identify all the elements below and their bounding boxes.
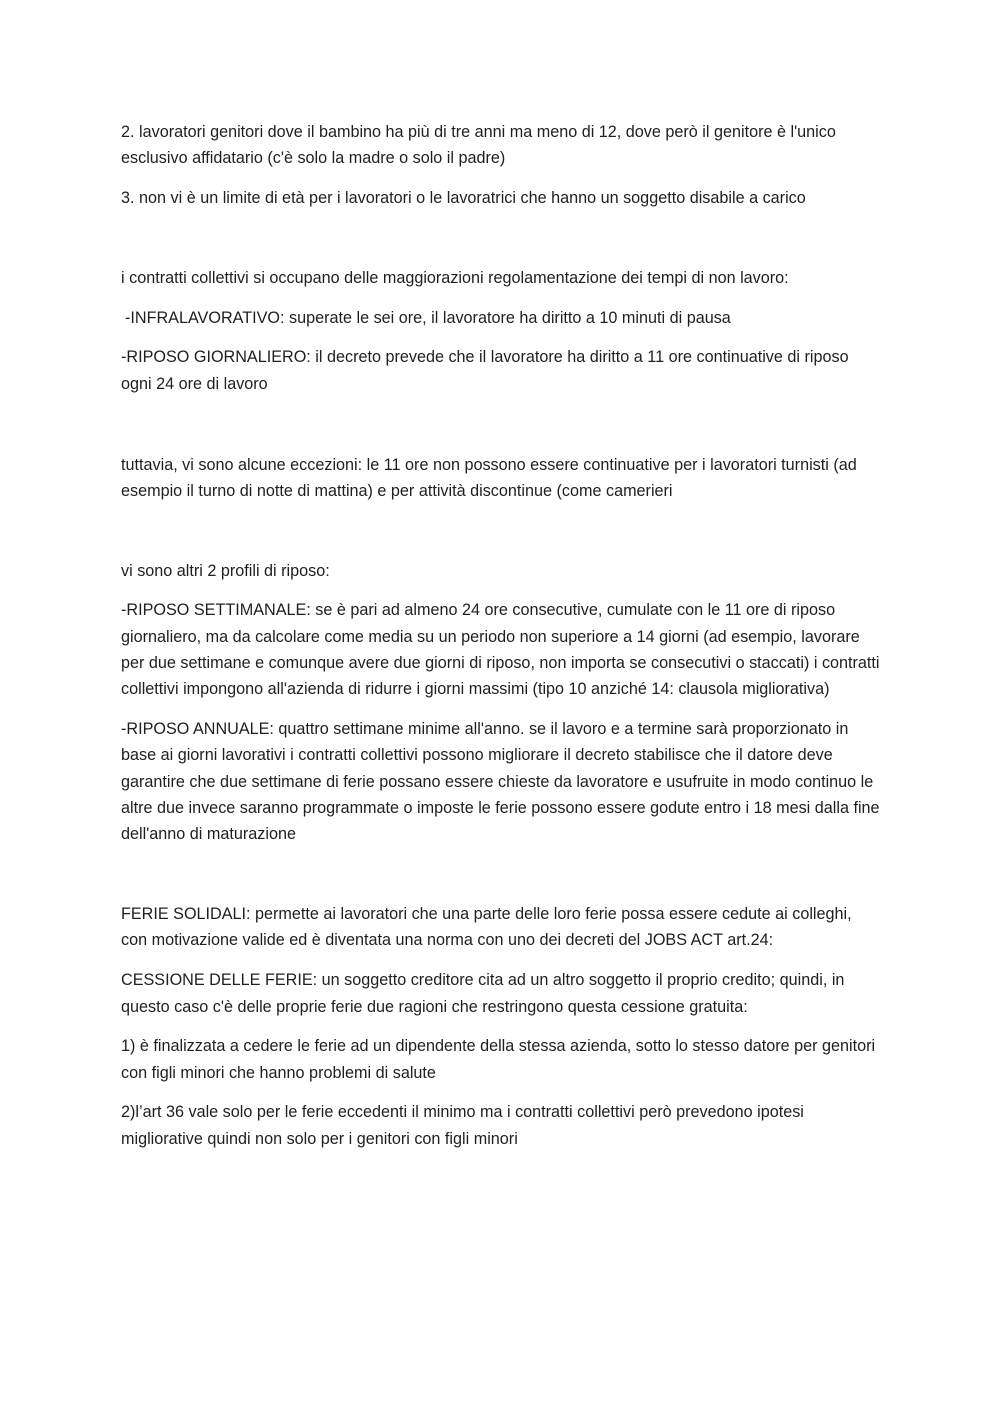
paragraph-disabled-dependent: 3. non vi è un limite di età per i lavoratori o le lavoratrici che hanno un soggetto disabile a carico [121, 189, 806, 208]
paragraph-cessione-ferie: CESSIONE DELLE FERIE: un soggetto creditore cita ad un altro soggetto il proprio credito; quindi, in questo caso c'è delle proprie ferie due ragioni che restringono questa cessione gratuita: [121, 971, 845, 1016]
paragraph-riposo-giornaliero: -RIPOSO GIORNALIERO: il decreto prevede che il lavoratore ha diritto a 11 ore continuative di riposo ogni 24 ore di lavoro [121, 348, 849, 393]
paragraph-collective-contracts: i contratti collettivi si occupano delle maggiorazioni regolamentazione dei tempi di non lavoro: [121, 268, 789, 287]
paragraph-reason-1: 1) è finalizzata a cedere le ferie ad un dipendente della stessa azienda, sotto lo stesso datore per genitori con figli minori che hanno problemi di salute [121, 1037, 876, 1082]
blank-line [121, 411, 881, 452]
paragraph-rest-profiles: vi sono altri 2 profili di riposo: [121, 561, 330, 580]
blank-line [121, 518, 881, 558]
paragraph-ferie-solidali: FERIE SOLIDALI: permette ai lavoratori che una parte delle loro ferie possa essere cedute ai colleghi, con motivazione valide ed è diventata una norma con uno dei decreti del JOBS ACT art.24: [121, 905, 852, 950]
document-body [121, 119, 881, 1166]
paragraph-infralavorativo: -INFRALAVORATIVO: superate le sei ore, il lavoratore ha diritto a 10 minuti di pausa [125, 308, 731, 327]
paragraph-reason-2: 2)l’art 36 vale solo per le ferie eccedenti il minimo ma i contratti collettivi però prevedono ipotesi migliorative quindi non solo per i genitori con figli minori [121, 1103, 804, 1148]
paragraph-exceptions: tuttavia, vi sono alcune eccezioni: le 11 ore non possono essere continuative per i lavoratori turnisti (ad esempio il turno di notte di mattina) e per attività discontinue (come camerieri [121, 455, 857, 500]
blank-line [121, 861, 881, 901]
paragraph-riposo-settimanale: -RIPOSO SETTIMANALE: se è pari ad almeno 24 ore consecutive, cumulate con le 11 ore di riposo giornaliero, ma da calcolare come media su un periodo non superiore a 14 giorni (ad esempio, lavorare per due settimane e comunque avere due giorni di riposo, non importa se consecutivi o staccati) i contratti collettivi impongono all'azienda di ridurre i giorni massimi (tipo 10 anziché 14: clausola migliorativa) [121, 601, 880, 699]
paragraph-parent-workers-under-12: 2. lavoratori genitori dove il bambino ha più di tre anni ma meno di 12, dove però il genitore è l'unico esclusivo affidatario (c'è solo la madre o solo il padre) [121, 123, 836, 168]
blank-line [121, 225, 881, 265]
paragraph-riposo-annuale: -RIPOSO ANNUALE: quattro settimane minime all'anno. se il lavoro e a termine sarà proporzionato in base ai giorni lavorativi i contratti collettivi possono migliorare il decreto stabilisce che il datore deve garantire che due settimane di ferie possano essere chieste da lavoratore e usufruite in modo continuo le altre due invece saranno programmate o imposte le ferie possono essere godute entro i 18 mesi dalla fine dell'anno di maturazione [121, 720, 880, 844]
